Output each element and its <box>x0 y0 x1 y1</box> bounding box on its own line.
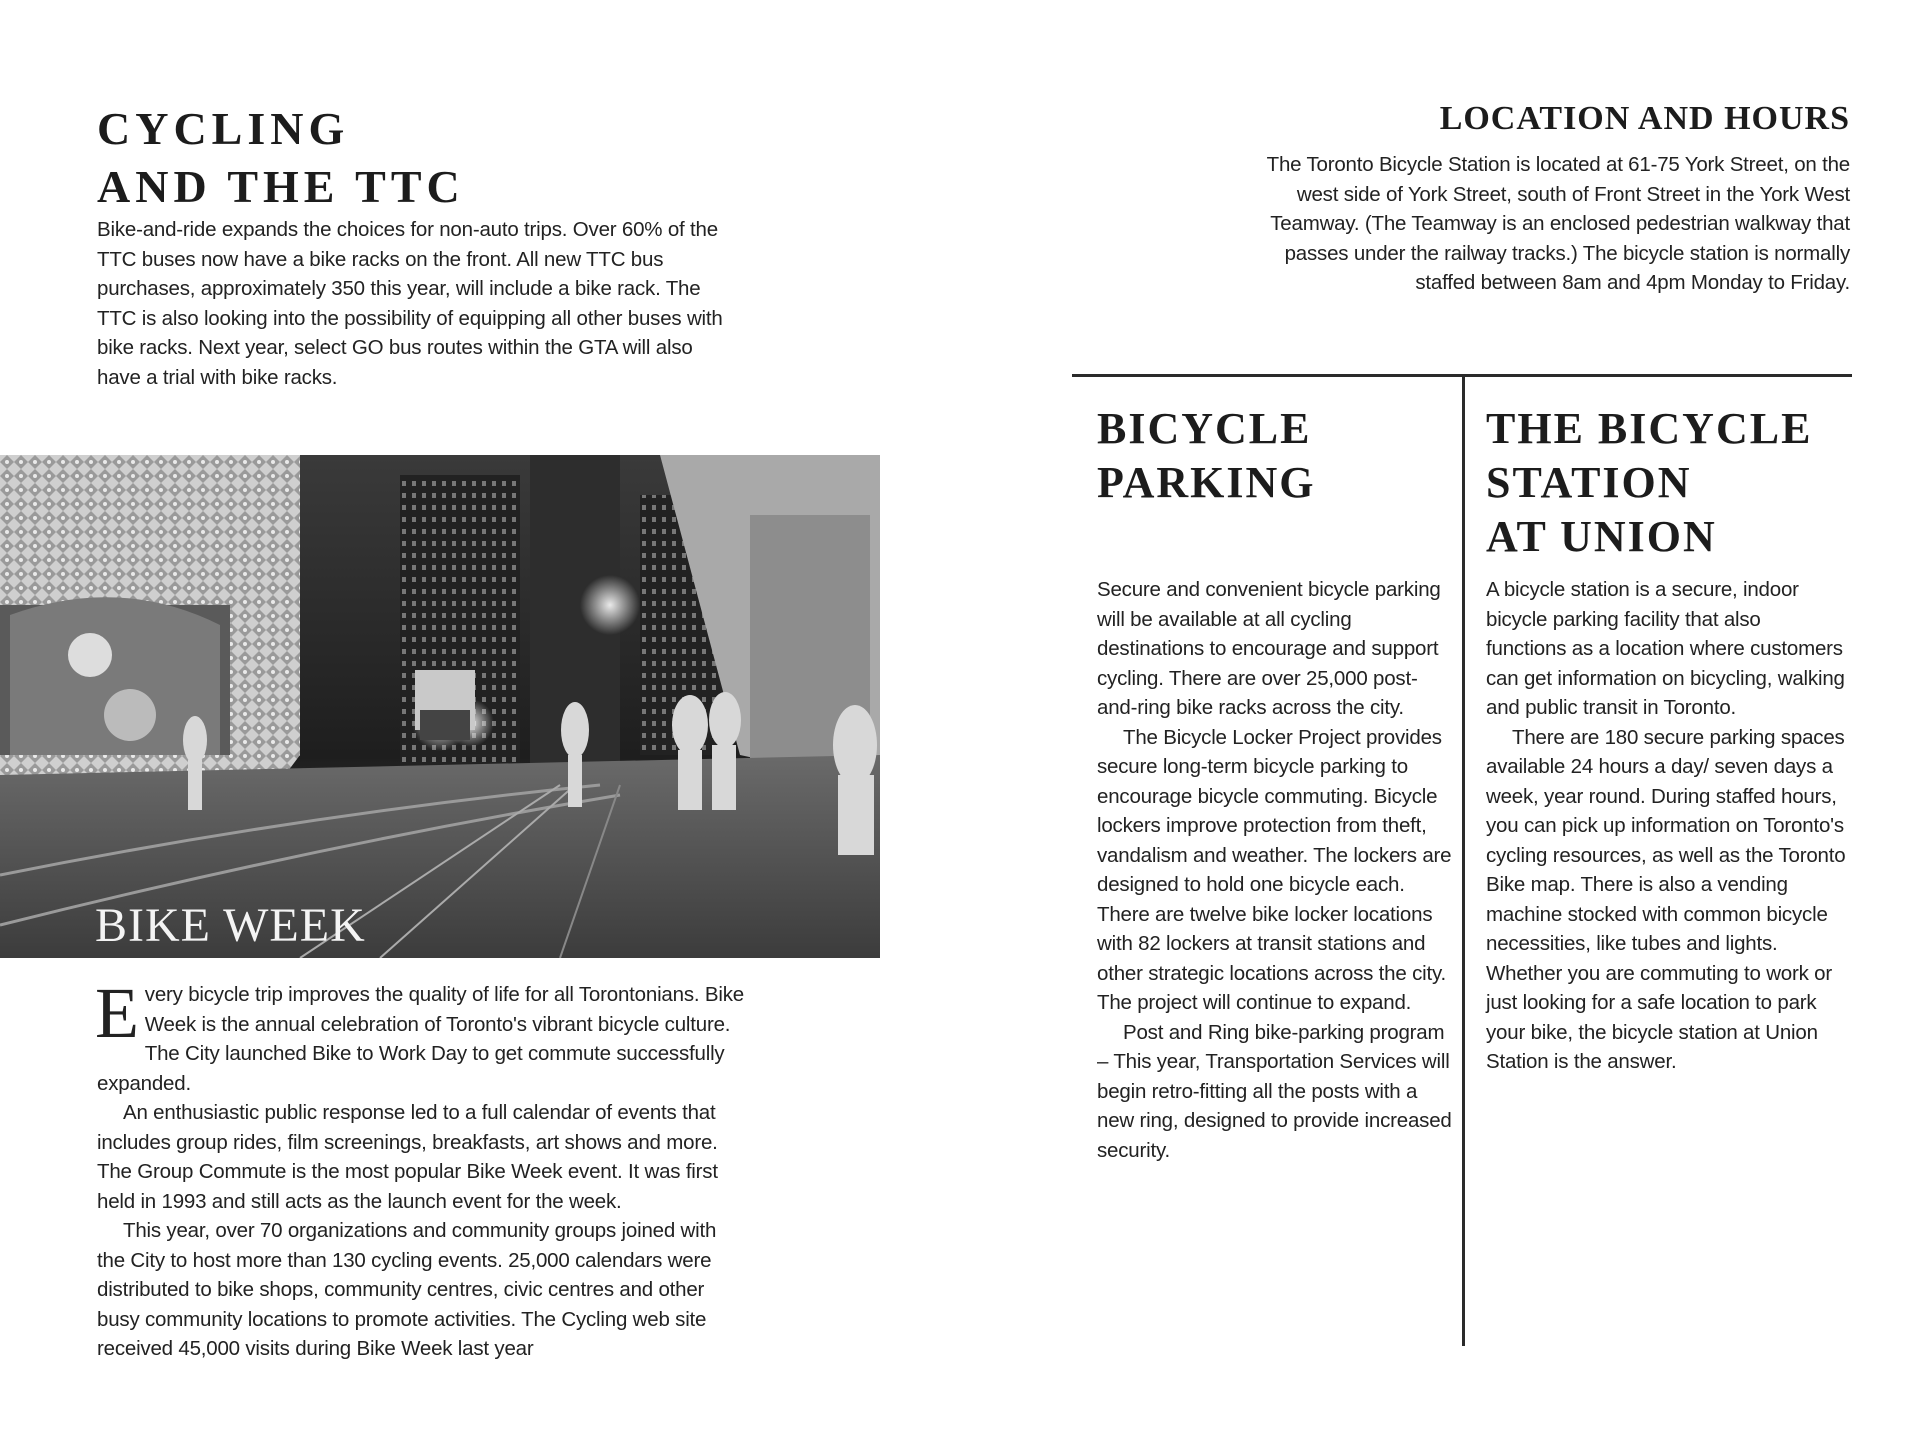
bike-week-paragraph-1-text: very bicycle trip improves the quality of life for all Torontonians. Bike Week is the annual celebration of Toronto's vibrant bicycle culture. The City launched Bike to Work Day to get commute successfully expanded. <box>97 983 744 1095</box>
parking-body <box>1097 575 1457 1165</box>
parking-paragraph-1: Secure and convenient bicycle parking will be available at all cycling destinations to encourage and support cycling. There are over 25,000 post-and-ring bike racks across the city. <box>1097 578 1441 719</box>
parking-title-line1: BICYCLE <box>1097 404 1312 453</box>
station-paragraph-2: There are 180 secure parking spaces available 24 hours a day/ seven days a week, year round. During staffed hours, you can pick up information on Toronto's cycling resources, as well as the Toronto Bike map. There is also a vending machine stocked with common bicycle necessities, like tubes and lights. Whether you are commuting to work or just looking for a safe location to park your bike, the bicycle station at Union Station is the answer. <box>1486 725 1846 1073</box>
cycling-title-line1: CYCLING <box>97 103 350 154</box>
parking-paragraph-2: The Bicycle Locker Project provides secure long-term bicycle parking to encourage bicycle commuting. Bicycle lockers improve protection from theft, vandalism and weather. The lockers are designed to hold one bicycle each. There are twelve bike locker locations with 82 lockers at transit stations and other strategic locations across the city. The project will continue to expand. <box>1097 725 1452 1014</box>
location-section-title: LOCATION AND HOURS <box>1439 100 1850 137</box>
station-section-title <box>1486 402 1812 564</box>
bike-week-dropcap: E <box>95 973 139 1053</box>
parking-section-title <box>1097 402 1316 510</box>
bike-week-body <box>95 973 747 1364</box>
parking-paragraph-3: Post and Ring bike-parking program – This year, Transportation Services will begin retro-fitting all the posts with a new ring, designed to provide increased security. <box>1097 1020 1452 1162</box>
vertical-divider <box>1462 376 1465 1346</box>
street-night-photo <box>0 455 880 958</box>
station-paragraph-1: A bicycle station is a secure, indoor bicycle parking facility that also functions as a location where customers can get information on bicycling, walking and public transit in Toronto. <box>1486 578 1845 719</box>
cycling-section-title <box>97 100 697 216</box>
station-body <box>1486 575 1846 1077</box>
bike-week-paragraph-2: An enthusiastic public response led to a full calendar of events that includes group rides, film screenings, breakfasts, art shows and more. The Group Commute is the most popular Bike Week event. It was first held in 1993 and still acts as the launch event for the week. <box>97 1101 718 1213</box>
bike-week-paragraph-3: This year, over 70 organizations and community groups joined with the City to host more than 130 cycling events. 25,000 calendars were distributed to bike shops, community centres, civic centres and other busy community locations to promote activities. The Cycling web site received 45,000 visits during Bike Week last year <box>97 1219 717 1360</box>
bike-week-photo-caption: BIKE WEEK <box>95 899 366 952</box>
cycling-title-line2: AND THE TTC <box>97 161 465 212</box>
location-body-text: The Toronto Bicycle Station is located at 61-75 York Street, on the west side of York Street, south of Front Street in the York West Teamway. (The Teamway is an enclosed pedestrian walkway that passes under the railway tracks.) The bicycle station is normally staffed between 8am and 4pm Monday to Friday. <box>1266 153 1850 294</box>
bike-week-paragraph-1 <box>95 973 747 1098</box>
parking-title-line2: PARKING <box>1097 458 1316 507</box>
station-title-line1: THE BICYCLE <box>1486 404 1813 453</box>
street-photo-illustration <box>0 455 880 958</box>
cycling-body-text: Bike-and-ride expands the choices for non-auto trips. Over 60% of the TTC buses now have a bike racks on the front. All new TTC bus purchases, approximately 350 this year, will include a bike rack. The TTC is also looking into the possibility of equipping all other buses with bike racks. Next year, select GO bus routes within the GTA will also have a trial with bike racks. <box>97 218 723 389</box>
station-title-line2: STATION <box>1486 458 1692 507</box>
station-title-line3: AT UNION <box>1486 512 1717 561</box>
